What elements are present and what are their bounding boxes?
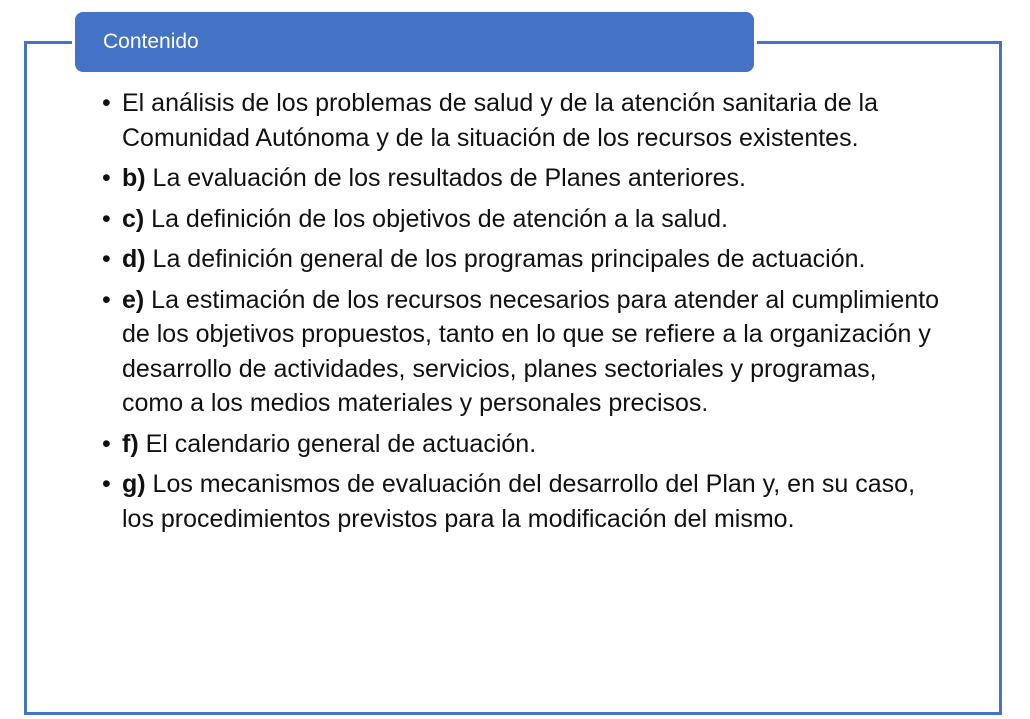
bullet-icon: • xyxy=(102,245,111,273)
content-area xyxy=(100,86,940,542)
item-text: Los mecanismos de evaluación del desarrollo del Plan y, en su caso, los procedimientos previstos para la modificación del mismo. xyxy=(122,470,916,533)
list-item xyxy=(100,202,940,237)
item-letter: d) xyxy=(122,245,146,273)
header-title: Contenido xyxy=(103,30,199,53)
item-letter: c) xyxy=(122,204,145,233)
item-list xyxy=(100,86,940,536)
bullet-icon: • xyxy=(102,285,111,314)
item-text: La evaluación de los resultados de Planes anteriores. xyxy=(145,164,746,192)
item-text: El calendario general de actuación. xyxy=(138,429,537,458)
list-item xyxy=(100,283,940,421)
bullet-icon: • xyxy=(102,89,111,117)
bullet-icon: • xyxy=(102,164,111,192)
item-letter: f) xyxy=(122,429,139,458)
bullet-icon: • xyxy=(102,470,111,498)
item-text: El análisis de los problemas de salud y de la atención sanitaria de la Comunidad Autónoma y de la situación de los recursos existentes. xyxy=(122,89,879,152)
item-letter: b) xyxy=(122,164,146,192)
item-letter: e) xyxy=(122,285,145,314)
list-item xyxy=(100,161,940,196)
header-tab xyxy=(75,12,754,72)
bullet-icon: • xyxy=(102,429,111,458)
item-text: La definición de los objetivos de atención a la salud. xyxy=(144,204,728,233)
bullet-icon: • xyxy=(102,204,111,233)
list-item xyxy=(100,467,940,536)
item-text: La estimación de los recursos necesarios para atender al cumplimiento de los objetivos propuestos, tanto en lo que se refiere a la organización y desarrollo de actividades, servicios, planes sectoriales y programas, como a los medios materiales y personales precisos. xyxy=(122,285,940,417)
list-item xyxy=(100,427,940,462)
list-item xyxy=(100,242,940,277)
list-item xyxy=(100,86,940,155)
item-text: La definición general de los programas principales de actuación. xyxy=(145,245,866,273)
item-letter: g) xyxy=(122,470,146,498)
